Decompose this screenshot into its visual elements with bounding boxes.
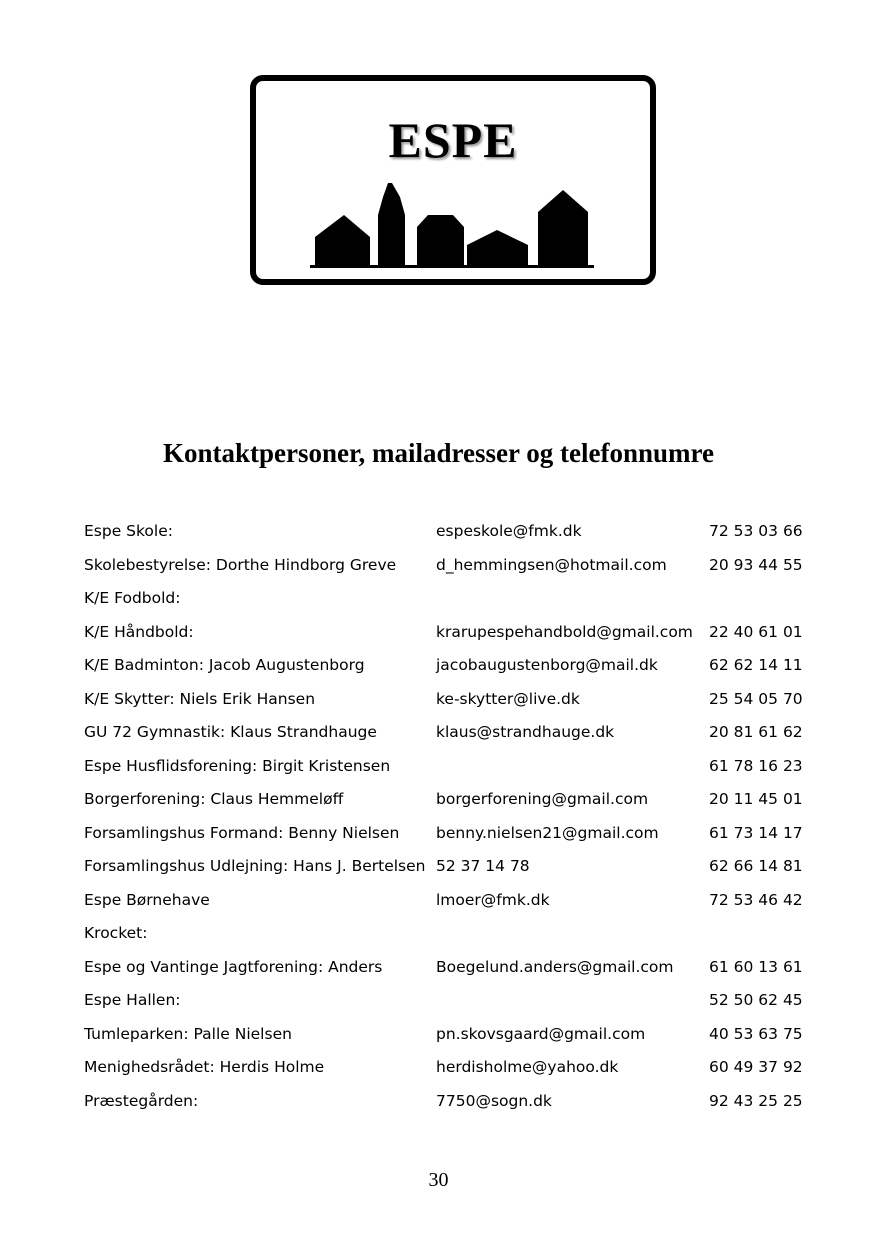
contact-name: Tumleparken: Palle Nielsen <box>84 1024 292 1043</box>
contact-phone: 22 40 61 01 <box>709 622 803 641</box>
contact-phone: 20 81 61 62 <box>709 723 803 741</box>
contact-name: K/E Håndbold: <box>84 622 194 641</box>
contact-name: Espe Skole: <box>84 522 173 540</box>
contact-row <box>84 1017 824 1051</box>
contact-phone: 25 54 05 70 <box>709 689 803 708</box>
contact-name: Præstegården: <box>84 1091 199 1110</box>
contact-phone: 92 43 25 25 <box>709 1091 803 1110</box>
contact-row <box>84 548 824 582</box>
town-sign-icon <box>250 75 656 285</box>
contact-row <box>84 682 824 716</box>
contact-name: Forsamlingshus Udlejning: Hans J. Bertelsen <box>84 857 426 875</box>
town-sign <box>250 75 656 285</box>
contact-email: 52 37 14 78 <box>436 857 530 875</box>
contact-list <box>84 514 824 1117</box>
contact-email: benny.nielsen21@gmail.com <box>436 823 659 842</box>
contact-email: Boegelund.anders@gmail.com <box>436 957 674 976</box>
contact-name: Espe Husflidsforening: Birgit Kristensen <box>84 756 391 775</box>
contact-phone: 61 78 16 23 <box>709 756 803 775</box>
contact-row <box>84 514 824 548</box>
contact-email: krarupespehandbold@gmail.com <box>436 622 693 641</box>
contact-email: jacobaugustenborg@mail.dk <box>436 656 658 674</box>
contact-email: herdisholme@yahoo.dk <box>436 1058 619 1076</box>
contact-name: K/E Badminton: Jacob Augustenborg <box>84 656 365 674</box>
contact-email: ke-skytter@live.dk <box>436 689 580 708</box>
contact-name: Forsamlingshus Formand: Benny Nielsen <box>84 823 400 842</box>
contact-row <box>84 581 824 615</box>
contact-row <box>84 715 824 749</box>
contact-row <box>84 916 824 950</box>
contact-name: GU 72 Gymnastik: Klaus Strandhauge <box>84 723 377 741</box>
contact-name: Skolebestyrelse: Dorthe Hindborg Greve <box>84 555 397 574</box>
contact-phone: 40 53 63 75 <box>709 1024 803 1043</box>
page-heading: Kontaktpersoner, mailadresser og telefonnumre <box>163 438 714 468</box>
contact-name: Borgerforening: Claus Hemmeløff <box>84 790 344 808</box>
page-number: 30 <box>428 1169 449 1191</box>
contact-email: lmoer@fmk.dk <box>436 890 550 909</box>
contact-name: Espe Børnehave <box>84 890 210 909</box>
contact-row <box>84 816 824 850</box>
sign-title: ESPE <box>388 112 518 168</box>
contact-email: pn.skovsgaard@gmail.com <box>436 1024 646 1043</box>
contact-phone: 20 93 44 55 <box>709 555 803 574</box>
contact-row <box>84 849 824 883</box>
contact-phone: 20 11 45 01 <box>709 790 803 808</box>
contact-email: klaus@strandhauge.dk <box>436 723 615 741</box>
contact-phone: 62 62 14 11 <box>709 656 803 674</box>
contact-phone: 52 50 62 45 <box>709 991 803 1009</box>
contact-phone: 60 49 37 92 <box>709 1058 803 1076</box>
contact-name: K/E Fodbold: <box>84 589 181 607</box>
contact-email: borgerforening@gmail.com <box>436 790 649 808</box>
contact-row <box>84 883 824 917</box>
contact-row <box>84 782 824 816</box>
contact-email: espeskole@fmk.dk <box>436 522 582 540</box>
contact-phone: 72 53 03 66 <box>709 522 803 540</box>
contact-phone: 61 60 13 61 <box>709 957 803 976</box>
contact-email: 7750@sogn.dk <box>436 1091 552 1110</box>
contact-row <box>84 749 824 783</box>
contact-name: Espe og Vantinge Jagtforening: Anders <box>84 957 383 976</box>
contact-name: Krocket: <box>84 924 148 942</box>
contact-row <box>84 648 824 682</box>
contact-email: d_hemmingsen@hotmail.com <box>436 555 667 574</box>
contact-row <box>84 1084 824 1118</box>
contact-phone: 72 53 46 42 <box>709 890 803 909</box>
contact-name: K/E Skytter: Niels Erik Hansen <box>84 689 316 708</box>
contact-name: Espe Hallen: <box>84 991 181 1009</box>
contact-row <box>84 1050 824 1084</box>
contact-row <box>84 983 824 1017</box>
contact-phone: 61 73 14 17 <box>709 823 803 842</box>
contact-name: Menighedsrådet: Herdis Holme <box>84 1058 325 1076</box>
contact-phone: 62 66 14 81 <box>709 857 803 875</box>
contact-row <box>84 950 824 984</box>
contact-row <box>84 615 824 649</box>
